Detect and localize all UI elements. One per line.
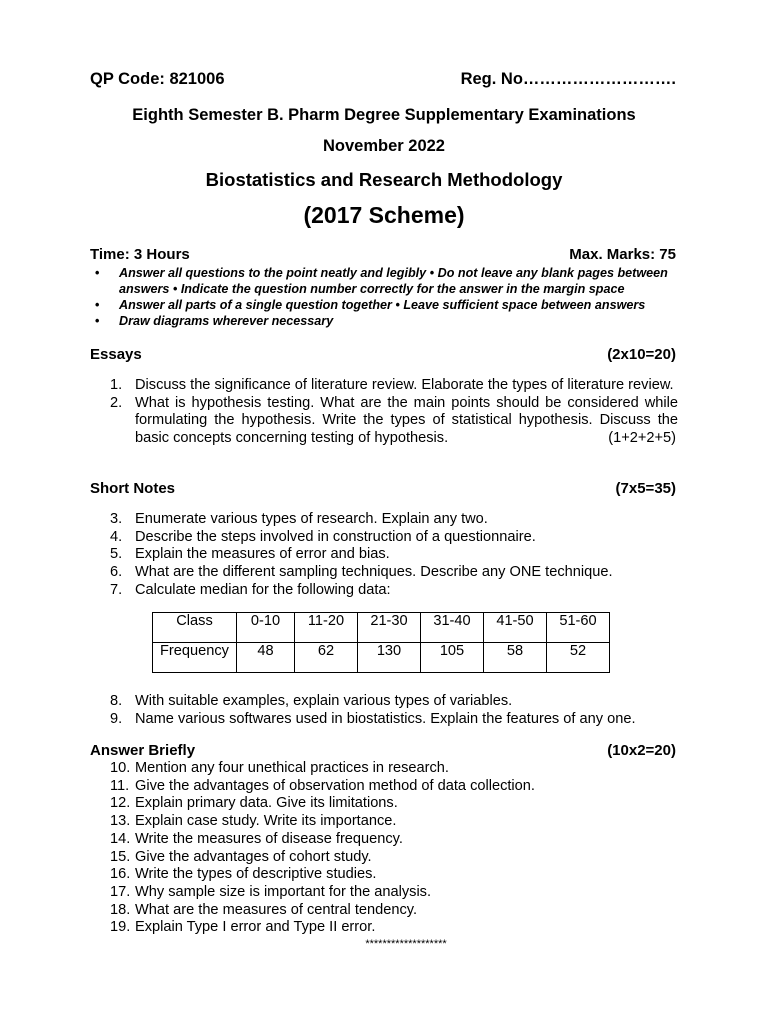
question-text: Describe the steps involved in construction of a questionnaire.	[135, 528, 536, 545]
question-number: 16.	[110, 866, 131, 883]
paper-header	[90, 70, 676, 89]
question-item	[110, 813, 678, 831]
frequency-table	[152, 612, 610, 673]
question-item	[110, 693, 678, 711]
question-text: Give the advantages of observation method of data collection.	[135, 777, 535, 794]
question-text: Enumerate various types of research. Explain any two.	[135, 511, 488, 527]
section-title: Short Notes	[90, 480, 176, 497]
reg-no: Reg. No……………………….	[460, 70, 676, 88]
question-text: Give the advantages of cohort study.	[135, 848, 372, 865]
question-number: 18.	[110, 901, 131, 918]
question-item	[110, 564, 678, 582]
question-number: 19.	[110, 919, 131, 936]
question-text: What are the different sampling techniques. Describe any ONE technique.	[135, 564, 613, 581]
question-item	[110, 849, 678, 867]
time-allowed: Time: 3 Hours	[90, 246, 190, 263]
answer-briefly-heading	[90, 742, 676, 759]
question-text: Write the types of descriptive studies.	[135, 866, 377, 883]
question-number: 14.	[110, 830, 131, 847]
short-notes-heading	[90, 480, 676, 497]
table-cell: 48	[237, 643, 295, 673]
question-item	[110, 902, 678, 920]
question-marks: (1+2+2+5)	[608, 430, 676, 447]
table-cell: 62	[295, 643, 358, 673]
answer-briefly-questions	[110, 760, 678, 937]
table-row	[153, 643, 610, 673]
essays-questions	[110, 377, 678, 448]
instruction-item: • Answer all questions to the point neatly and legibly • Do not leave any blank pages between answers • Indicate the question number correctly for the answer in the margin space	[95, 265, 680, 297]
short-notes-questions	[110, 511, 678, 600]
question-number: 2.	[110, 394, 123, 411]
question-number: 11.	[110, 777, 130, 794]
question-item	[110, 866, 678, 884]
question-item	[110, 377, 678, 395]
table-cell: Class	[153, 613, 237, 643]
question-item	[110, 395, 678, 448]
section-title: Essays	[90, 346, 142, 363]
table-cell: 0-10	[237, 613, 295, 643]
question-item	[110, 795, 678, 813]
question-item	[110, 582, 678, 600]
table-cell: 130	[358, 643, 421, 673]
time-marks-row	[90, 246, 676, 263]
table-cell: 51-60	[547, 613, 610, 643]
question-text: Explain the measures of error and bias.	[135, 546, 390, 563]
question-text: What are the measures of central tendency.	[135, 901, 418, 918]
question-text: With suitable examples, explain various types of variables.	[135, 693, 513, 709]
question-number: 17.	[110, 883, 131, 900]
question-text: Why sample size is important for the analysis.	[135, 883, 432, 900]
question-item	[110, 529, 678, 547]
table-cell: 31-40	[421, 613, 484, 643]
question-number: 4.	[110, 528, 123, 545]
table-cell: 21-30	[358, 613, 421, 643]
question-number: 10.	[110, 760, 131, 776]
question-number: 5.	[110, 546, 123, 563]
question-text: Explain primary data. Give its limitations.	[135, 795, 398, 812]
end-of-paper-marker: *******************	[365, 938, 447, 950]
question-number: 12.	[110, 795, 131, 812]
question-text: Name various softwares used in biostatistics. Explain the features of any one.	[135, 710, 636, 727]
question-number: 8.	[110, 693, 123, 709]
question-number: 3.	[110, 511, 123, 527]
instruction-item: • Draw diagrams wherever necessary	[95, 313, 680, 329]
question-number: 7.	[110, 581, 123, 598]
question-item	[110, 511, 678, 529]
scheme-title: (2017 Scheme)	[303, 202, 465, 228]
question-number: 9.	[110, 710, 123, 727]
question-number: 13.	[110, 813, 131, 830]
table-cell: 105	[421, 643, 484, 673]
exam-date: November 2022	[323, 137, 445, 155]
section-marks: (7x5=35)	[615, 480, 676, 497]
max-marks: Max. Marks: 75	[569, 246, 676, 263]
question-item	[110, 760, 678, 778]
question-item	[110, 831, 678, 849]
instructions-list	[95, 265, 680, 329]
question-number: 6.	[110, 564, 123, 581]
table-cell: 41-50	[484, 613, 547, 643]
table-cell: Frequency	[153, 643, 237, 673]
question-item	[110, 546, 678, 564]
question-number: 15.	[110, 848, 131, 865]
section-marks: (2x10=20)	[607, 346, 676, 363]
section-title: Answer Briefly	[90, 742, 196, 759]
question-text: Mention any four unethical practices in research.	[135, 760, 449, 776]
table-cell: 52	[547, 643, 610, 673]
question-text: What is hypothesis testing. What are the main points should be considered while formulating the hypothesis. Write the types of statistical hypothesis. Discuss the basic concepts concerning testing of hypothesis.	[135, 394, 678, 447]
qp-code: QP Code: 821006	[90, 70, 225, 88]
question-item	[110, 711, 678, 729]
question-item	[110, 778, 678, 796]
short-notes-questions-continued	[110, 693, 678, 728]
question-number: 1.	[110, 377, 123, 393]
instruction-item: • Answer all parts of a single question together • Leave sufficient space between answers	[95, 297, 680, 313]
essays-heading	[90, 346, 676, 363]
question-text: Explain case study. Write its importance.	[135, 813, 397, 830]
question-text: Explain Type I error and Type II error.	[135, 919, 376, 936]
subject-title: Biostatistics and Research Methodology	[205, 169, 563, 190]
section-marks: (10x2=20)	[607, 742, 676, 759]
exam-title: Eighth Semester B. Pharm Degree Supplementary Examinations	[132, 106, 636, 124]
question-text: Write the measures of disease frequency.	[135, 830, 403, 847]
table-cell: 11-20	[295, 613, 358, 643]
table-row	[153, 613, 610, 643]
table-cell: 58	[484, 643, 547, 673]
question-text: Calculate median for the following data:	[135, 581, 391, 598]
question-item	[110, 884, 678, 902]
question-text: Discuss the significance of literature review. Elaborate the types of literature review.	[135, 377, 674, 393]
question-item	[110, 919, 678, 937]
